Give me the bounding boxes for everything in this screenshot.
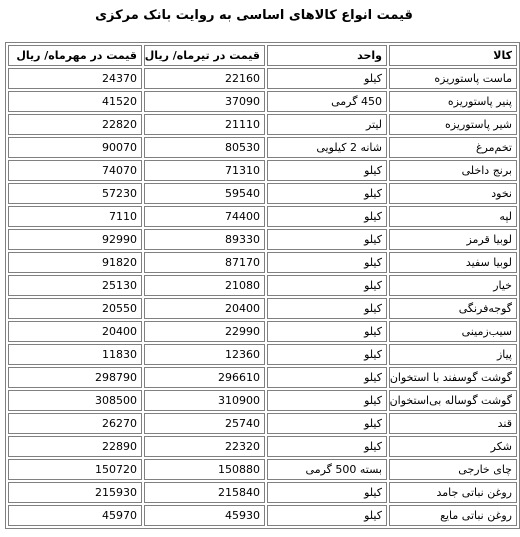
table-row: [8, 114, 517, 135]
cell-tir-price: [144, 206, 265, 227]
cell-mehr-price: [8, 229, 142, 250]
cell-tir-price: [144, 482, 265, 503]
cell-tir-price-value: 80530: [225, 141, 260, 154]
cell-tir-price-value: 310900: [218, 394, 260, 407]
cell-tir-price: [144, 321, 265, 342]
cell-name: روغن نباتی مایع: [389, 505, 517, 526]
header-name: کالا: [389, 45, 517, 66]
cell-tir-price: [144, 91, 265, 112]
cell-mehr-price-value: 57230: [102, 187, 137, 200]
cell-unit: کیلو: [267, 206, 387, 227]
table-row: [8, 367, 517, 388]
cell-mehr-price-value: 24370: [102, 72, 137, 85]
table-row: [8, 459, 517, 480]
cell-name: شیر پاستوریزه: [389, 114, 517, 135]
cell-unit: کیلو: [267, 160, 387, 181]
cell-tir-price-value: 22990: [225, 325, 260, 338]
cell-mehr-price-value: 20400: [102, 325, 137, 338]
cell-tir-price-value: 74400: [225, 210, 260, 223]
cell-unit: کیلو: [267, 344, 387, 365]
cell-name: نخود: [389, 183, 517, 204]
cell-name: سیب‌زمینی: [389, 321, 517, 342]
table-row: [8, 413, 517, 434]
cell-mehr-price: [8, 160, 142, 181]
cell-tir-price: [144, 160, 265, 181]
cell-tir-price-value: 20400: [225, 302, 260, 315]
cell-tir-price: [144, 68, 265, 89]
cell-name: روغن نباتی جامد: [389, 482, 517, 503]
cell-tir-price: [144, 229, 265, 250]
cell-tir-price-value: 45930: [225, 509, 260, 522]
cell-tir-price: [144, 298, 265, 319]
cell-name: شکر: [389, 436, 517, 457]
cell-mehr-price-value: 20550: [102, 302, 137, 315]
table-row: [8, 229, 517, 250]
cell-unit: کیلو: [267, 321, 387, 342]
cell-mehr-price-value: 25130: [102, 279, 137, 292]
cell-tir-price-value: 59540: [225, 187, 260, 200]
cell-tir-price: [144, 367, 265, 388]
cell-mehr-price-value: 90070: [102, 141, 137, 154]
cell-tir-price: [144, 252, 265, 273]
cell-tir-price: [144, 436, 265, 457]
cell-name: پیاز: [389, 344, 517, 365]
table-row: [8, 482, 517, 503]
cell-tir-price-value: 89330: [225, 233, 260, 246]
cell-unit: کیلو: [267, 252, 387, 273]
header-mehr-price: قیمت در مهرماه/ ریال: [8, 45, 142, 66]
cell-mehr-price: [8, 459, 142, 480]
cell-tir-price: [144, 505, 265, 526]
cell-tir-price-value: 71310: [225, 164, 260, 177]
cell-mehr-price: [8, 68, 142, 89]
cell-mehr-price-value: 92990: [102, 233, 137, 246]
cell-name: تخم‌مرغ: [389, 137, 517, 158]
table-row: [8, 252, 517, 273]
cell-tir-price-value: 21080: [225, 279, 260, 292]
table-row: [8, 321, 517, 342]
cell-tir-price-value: 25740: [225, 417, 260, 430]
cell-name: قند: [389, 413, 517, 434]
cell-mehr-price: [8, 482, 142, 503]
cell-tir-price: [144, 413, 265, 434]
table-row: [8, 183, 517, 204]
table-row: [8, 160, 517, 181]
cell-tir-price: [144, 275, 265, 296]
cell-tir-price-value: 22160: [225, 72, 260, 85]
cell-name: برنج داخلی: [389, 160, 517, 181]
cell-tir-price: [144, 183, 265, 204]
cell-name: ماست پاستوریزه: [389, 68, 517, 89]
cell-name: چای خارجی: [389, 459, 517, 480]
cell-mehr-price: [8, 321, 142, 342]
table-row: [8, 505, 517, 526]
cell-unit: لیتر: [267, 114, 387, 135]
cell-mehr-price-value: 22820: [102, 118, 137, 131]
cell-unit: کیلو: [267, 68, 387, 89]
table-row: [8, 436, 517, 457]
cell-tir-price-value: 150880: [218, 463, 260, 476]
cell-unit: کیلو: [267, 367, 387, 388]
cell-mehr-price: [8, 91, 142, 112]
cell-tir-price-value: 12360: [225, 348, 260, 361]
table-row: [8, 390, 517, 411]
cell-name: گوشت گوسفند با استخوان: [389, 367, 517, 388]
cell-name: گوجه‌فرنگی: [389, 298, 517, 319]
cell-mehr-price: [8, 137, 142, 158]
cell-mehr-price: [8, 275, 142, 296]
cell-mehr-price-value: 22890: [102, 440, 137, 453]
table-row: [8, 137, 517, 158]
table-row: [8, 206, 517, 227]
cell-tir-price-value: 215840: [218, 486, 260, 499]
cell-tir-price-value: 87170: [225, 256, 260, 269]
cell-name: لوبیا سفید: [389, 252, 517, 273]
cell-unit: کیلو: [267, 183, 387, 204]
cell-name: گوشت گوساله بی‌استخوان: [389, 390, 517, 411]
cell-mehr-price: [8, 367, 142, 388]
cell-unit: کیلو: [267, 436, 387, 457]
cell-name: پنیر پاستوریزه: [389, 91, 517, 112]
cell-mehr-price-value: 74070: [102, 164, 137, 177]
cell-mehr-price-value: 298790: [95, 371, 137, 384]
cell-name: لپه: [389, 206, 517, 227]
cell-unit: شانه 2 کیلویی: [267, 137, 387, 158]
table-header-row: [8, 45, 517, 66]
cell-name: خیار: [389, 275, 517, 296]
cell-unit: کیلو: [267, 482, 387, 503]
cell-tir-price: [144, 137, 265, 158]
cell-mehr-price-value: 45970: [102, 509, 137, 522]
table-row: [8, 298, 517, 319]
table-row: [8, 68, 517, 89]
table-row: [8, 275, 517, 296]
cell-unit: 450 گرمی: [267, 91, 387, 112]
cell-unit: کیلو: [267, 390, 387, 411]
cell-tir-price-value: 296610: [218, 371, 260, 384]
cell-unit: بسته 500 گرمی: [267, 459, 387, 480]
header-unit: واحد: [267, 45, 387, 66]
cell-tir-price: [144, 459, 265, 480]
cell-unit: کیلو: [267, 298, 387, 319]
cell-unit: کیلو: [267, 229, 387, 250]
cell-mehr-price: [8, 206, 142, 227]
cell-tir-price-value: 37090: [225, 95, 260, 108]
cell-mehr-price-value: 41520: [102, 95, 137, 108]
cell-unit: کیلو: [267, 413, 387, 434]
cell-name: لوبیا قرمز: [389, 229, 517, 250]
cell-tir-price-value: 22320: [225, 440, 260, 453]
cell-mehr-price: [8, 505, 142, 526]
cell-mehr-price: [8, 436, 142, 457]
cell-mehr-price: [8, 183, 142, 204]
cell-mehr-price-value: 11830: [102, 348, 137, 361]
cell-mehr-price-value: 7110: [109, 210, 137, 223]
cell-mehr-price: [8, 413, 142, 434]
cell-mehr-price: [8, 298, 142, 319]
cell-tir-price-value: 21110: [225, 118, 260, 131]
cell-mehr-price-value: 26270: [102, 417, 137, 430]
cell-mehr-price-value: 308500: [95, 394, 137, 407]
cell-mehr-price-value: 215930: [95, 486, 137, 499]
cell-unit: کیلو: [267, 505, 387, 526]
cell-mehr-price: [8, 114, 142, 135]
cell-mehr-price: [8, 252, 142, 273]
page-title: قیمت انواع کالاهای اساسی به روایت بانک مرکزی: [95, 8, 413, 23]
cell-tir-price: [144, 344, 265, 365]
cell-mehr-price: [8, 344, 142, 365]
table-row: [8, 344, 517, 365]
cell-mehr-price: [8, 390, 142, 411]
price-table: [5, 42, 520, 529]
table-row: [8, 91, 517, 112]
cell-unit: کیلو: [267, 275, 387, 296]
cell-mehr-price-value: 91820: [102, 256, 137, 269]
cell-tir-price: [144, 114, 265, 135]
cell-mehr-price-value: 150720: [95, 463, 137, 476]
cell-tir-price: [144, 390, 265, 411]
header-tir-price: قیمت در تیرماه/ ریال: [144, 45, 265, 66]
